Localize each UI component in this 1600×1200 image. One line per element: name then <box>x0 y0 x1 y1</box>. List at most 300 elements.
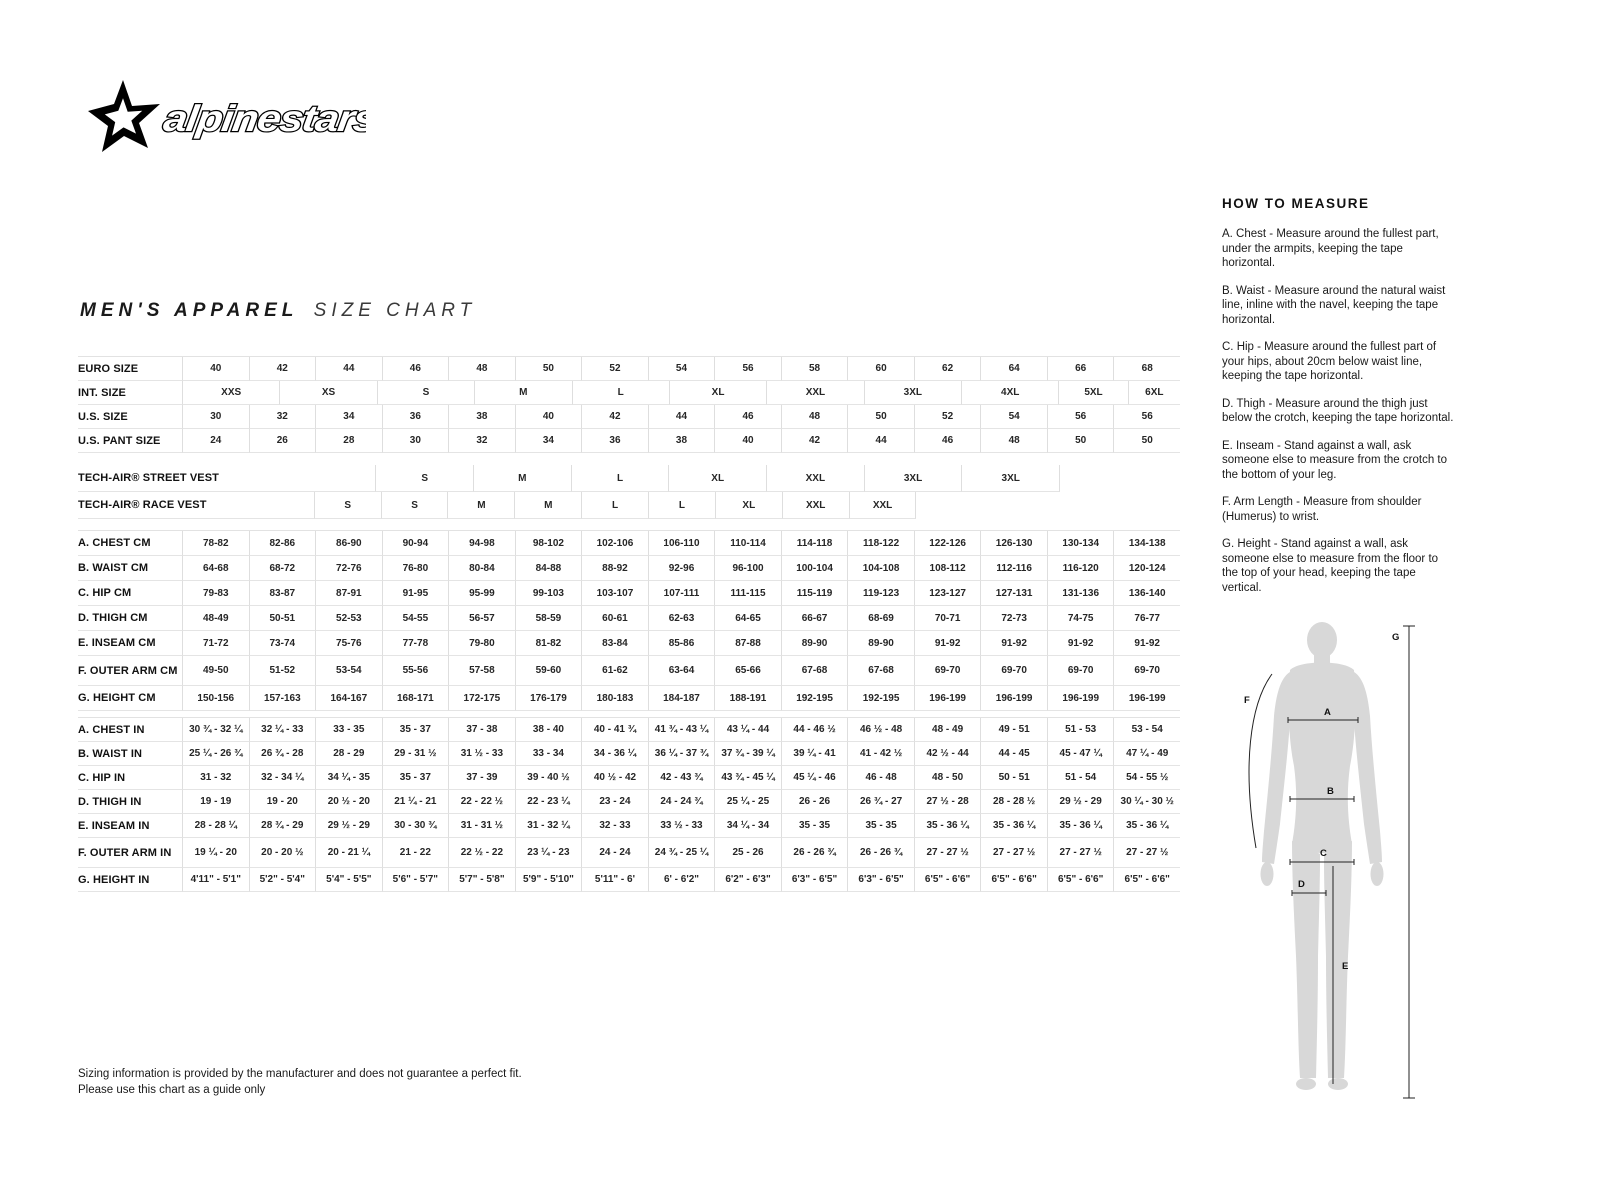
table-cell: 30 <box>182 405 249 429</box>
table-cell: XXS <box>182 381 279 405</box>
table-cell: 91-92 <box>1113 631 1180 656</box>
table-row <box>78 581 1180 606</box>
table-cell: 31 - 32 <box>182 766 249 790</box>
table-cell: 188-191 <box>714 686 781 711</box>
table-cell: 20 ½ - 20 <box>315 790 382 814</box>
table-cell: 104-108 <box>847 556 914 581</box>
alpinestars-logo <box>76 76 366 156</box>
row-label: U.S. PANT SIZE <box>78 429 182 453</box>
table-cell: 74-75 <box>1047 606 1114 631</box>
table-cell: 94-98 <box>448 531 515 556</box>
table-cell: 5'9" - 5'10" <box>515 868 582 892</box>
table-cell: 40 <box>515 405 582 429</box>
table-cell: 48-49 <box>182 606 249 631</box>
table-cell: 23 - 24 <box>581 790 648 814</box>
table-cell: 46 <box>382 357 449 381</box>
table-cell: 184-187 <box>648 686 715 711</box>
table-cell: 26 ¾ - 27 <box>847 790 914 814</box>
table-cell: 92-96 <box>648 556 715 581</box>
table-cell: 53 - 54 <box>1113 718 1180 742</box>
table-cell: 27 ½ - 28 <box>914 790 981 814</box>
page-title <box>80 300 476 322</box>
table-cell: 103-107 <box>581 581 648 606</box>
body-diagram <box>1232 616 1432 1108</box>
table-cell: 111-115 <box>714 581 781 606</box>
row-label: C. HIP IN <box>78 766 182 790</box>
table-cell: 40 <box>182 357 249 381</box>
table-row <box>78 686 1180 711</box>
table-cell: 28 <box>315 429 382 453</box>
table-cell: 107-111 <box>648 581 715 606</box>
table-cell: 79-80 <box>448 631 515 656</box>
table-cell: 32 - 34 ¼ <box>249 766 316 790</box>
measure-item-chest: A. Chest - Measure around the fullest part, under the armpits, keeping the tape horizontal. <box>1222 228 1439 269</box>
table-cell: 35 - 36 ¼ <box>980 814 1047 838</box>
table-cell: 56 <box>1113 405 1180 429</box>
table-cell: 32 <box>448 429 515 453</box>
table-cell: 47 ¼ - 49 <box>1113 742 1180 766</box>
table-cell: 76-80 <box>382 556 449 581</box>
row-values <box>182 606 1180 631</box>
table-cell: 30 ¼ - 30 ½ <box>1113 790 1180 814</box>
table-cell: 39 ¼ - 41 <box>781 742 848 766</box>
table-cell: 119-123 <box>847 581 914 606</box>
table-cell: 67-68 <box>781 656 848 686</box>
table-cell: M <box>514 492 581 519</box>
table-cell: XS <box>279 381 376 405</box>
table-cell: 180-183 <box>581 686 648 711</box>
table-cell: 5'11" - 6' <box>581 868 648 892</box>
table-cell: 32 <box>249 405 316 429</box>
row-label: E. INSEAM IN <box>78 814 182 838</box>
table-cell: 50 - 51 <box>980 766 1047 790</box>
table-row <box>78 381 1180 405</box>
table-cell: 73-74 <box>249 631 316 656</box>
table-cell: 64-68 <box>182 556 249 581</box>
table-cell: 5XL <box>1058 381 1127 405</box>
table-cell: M <box>447 492 514 519</box>
table-cell: 57-58 <box>448 656 515 686</box>
table-cell: 31 ½ - 33 <box>448 742 515 766</box>
table-cell: 30 ¾ - 32 ¼ <box>182 718 249 742</box>
table-cell: 3XL <box>961 465 1060 492</box>
table-cell: 62-63 <box>648 606 715 631</box>
letter-f: F <box>1244 695 1250 706</box>
table-cell: 196-199 <box>1047 686 1114 711</box>
table-cell: 91-92 <box>914 631 981 656</box>
table-cell: 36 <box>581 429 648 453</box>
table-cell: 6'3" - 6'5" <box>847 868 914 892</box>
row-label: B. WAIST CM <box>78 556 182 581</box>
table-cell: 19 - 20 <box>249 790 316 814</box>
table-cell: 6XL <box>1128 381 1180 405</box>
table-cell: 89-90 <box>847 631 914 656</box>
table-cell: 41 - 42 ½ <box>847 742 914 766</box>
table-cell: 35 - 37 <box>382 766 449 790</box>
table-cell: 69-70 <box>980 656 1047 686</box>
table-cell-blank <box>916 492 1179 519</box>
row-label: U.S. SIZE <box>78 405 182 429</box>
table-cell: 82-86 <box>249 531 316 556</box>
table-cell: 35 - 35 <box>847 814 914 838</box>
table-cell: 42 - 43 ¾ <box>648 766 715 790</box>
table-cell-blank <box>1060 465 1180 492</box>
table-cell: 68-72 <box>249 556 316 581</box>
table-cell: S <box>377 381 474 405</box>
table-cell: 81-82 <box>515 631 582 656</box>
table-cell: 32 - 33 <box>581 814 648 838</box>
table-cell: 63-64 <box>648 656 715 686</box>
table-cell: 50 <box>1047 429 1114 453</box>
table-cell: 45 - 47 ¼ <box>1047 742 1114 766</box>
table-cell: 61-62 <box>581 656 648 686</box>
table-cell: 46 <box>914 429 981 453</box>
table-cell: 79-83 <box>182 581 249 606</box>
height-line <box>1403 626 1415 1098</box>
table-cell: 26 - 26 <box>781 790 848 814</box>
measure-item-arm: F. Arm Length - Measure from shoulder (Humerus) to wrist. <box>1222 496 1422 523</box>
table-cell: 22 - 22 ½ <box>448 790 515 814</box>
table-cell: 35 - 36 ¼ <box>1047 814 1114 838</box>
row-values <box>182 581 1180 606</box>
table-cell: 134-138 <box>1113 531 1180 556</box>
table-cell: 106-110 <box>648 531 715 556</box>
alpinestars-star-icon <box>88 80 160 152</box>
row-label: INT. SIZE <box>78 381 182 405</box>
table-cell: 116-120 <box>1047 556 1114 581</box>
table-cell: 6'5" - 6'6" <box>980 868 1047 892</box>
table-cell: 66-67 <box>781 606 848 631</box>
table-cell: 37 ¾ - 39 ¼ <box>714 742 781 766</box>
table-cell: 56 <box>1047 405 1114 429</box>
table-cell: 42 ½ - 44 <box>914 742 981 766</box>
table-cell: 6'5" - 6'6" <box>1113 868 1180 892</box>
table-cell: L <box>572 381 669 405</box>
row-label: G. HEIGHT IN <box>78 868 182 892</box>
table-cell: 69-70 <box>1047 656 1114 686</box>
size-table <box>78 356 1180 892</box>
letter-b: B <box>1327 786 1334 797</box>
table-cell: 196-199 <box>980 686 1047 711</box>
table-cell: 43 ¼ - 44 <box>714 718 781 742</box>
table-cell: 36 ¼ - 37 ¾ <box>648 742 715 766</box>
table-cell: 67-68 <box>847 656 914 686</box>
table-cell: 52-53 <box>315 606 382 631</box>
table-cell: 44 - 45 <box>980 742 1047 766</box>
table-cell: 44 <box>847 429 914 453</box>
table-cell: 34 - 36 ¼ <box>581 742 648 766</box>
row-values <box>182 357 1180 381</box>
table-cell: 23 ¼ - 23 <box>515 838 582 868</box>
table-cell: 3XL <box>864 381 961 405</box>
table-cell: XXL <box>782 492 849 519</box>
table-row <box>78 606 1180 631</box>
table-row <box>78 790 1180 814</box>
disclaimer-line-2: Please use this chart as a guide only <box>78 1084 266 1096</box>
table-cell: 58-59 <box>515 606 582 631</box>
table-cell: 51 - 53 <box>1047 718 1114 742</box>
table-cell: 27 - 27 ½ <box>1047 838 1114 868</box>
how-to-measure-title: HOW TO MEASURE <box>1222 196 1370 211</box>
table-cell: 31 - 31 ½ <box>448 814 515 838</box>
row-values <box>182 868 1180 892</box>
table-cell: S <box>314 492 381 519</box>
table-row <box>78 766 1180 790</box>
table-cell: 6'5" - 6'6" <box>914 868 981 892</box>
row-values <box>182 631 1180 656</box>
table-cell: 88-92 <box>581 556 648 581</box>
table-cell: 36 <box>382 405 449 429</box>
table-cell: 28 - 29 <box>315 742 382 766</box>
table-cell: 32 ¼ - 33 <box>249 718 316 742</box>
table-cell: 176-179 <box>515 686 582 711</box>
table-cell: S <box>381 492 448 519</box>
table-cell: 60 <box>847 357 914 381</box>
table-cell: 50 <box>1113 429 1180 453</box>
table-cell: 6'3" - 6'5" <box>781 868 848 892</box>
table-cell: 56 <box>714 357 781 381</box>
table-cell: 30 <box>382 429 449 453</box>
table-cell: 59-60 <box>515 656 582 686</box>
table-cell: 39 - 40 ½ <box>515 766 582 790</box>
table-cell: XL <box>669 381 766 405</box>
table-cell: 91-92 <box>1047 631 1114 656</box>
table-cell: 68 <box>1113 357 1180 381</box>
table-cell: L <box>581 492 648 519</box>
table-cell: 34 ¼ - 35 <box>315 766 382 790</box>
table-cell: 78-82 <box>182 531 249 556</box>
table-cell: 64 <box>980 357 1047 381</box>
table-cell: 46 - 48 <box>847 766 914 790</box>
table-cell: 24 <box>182 429 249 453</box>
table-cell: 24 - 24 ¾ <box>648 790 715 814</box>
row-label: D. THIGH CM <box>78 606 182 631</box>
table-cell: 40 <box>714 429 781 453</box>
table-cell: 29 ½ - 29 <box>1047 790 1114 814</box>
table-cell: 115-119 <box>781 581 848 606</box>
table-cell: 54 <box>648 357 715 381</box>
row-label: G. HEIGHT CM <box>78 686 182 711</box>
table-cell: 24 - 24 <box>581 838 648 868</box>
letter-c: C <box>1320 848 1327 859</box>
table-cell: 20 - 20 ½ <box>249 838 316 868</box>
table-cell: 27 - 27 ½ <box>1113 838 1180 868</box>
row-values <box>182 405 1180 429</box>
table-cell: 38 <box>448 405 515 429</box>
table-cell: 33 - 35 <box>315 718 382 742</box>
table-cell: 91-92 <box>980 631 1047 656</box>
table-cell: 110-114 <box>714 531 781 556</box>
table-cell: 42 <box>581 405 648 429</box>
table-row <box>78 631 1180 656</box>
table-cell: 21 ¼ - 21 <box>382 790 449 814</box>
table-cell: 25 - 26 <box>714 838 781 868</box>
table-cell: 48 - 50 <box>914 766 981 790</box>
table-cell: 172-175 <box>448 686 515 711</box>
table-cell: 64-65 <box>714 606 781 631</box>
table-cell: 77-78 <box>382 631 449 656</box>
table-cell: 31 - 32 ¼ <box>515 814 582 838</box>
row-label: TECH-AIR® STREET VEST <box>78 465 182 492</box>
row-label: F. OUTER ARM IN <box>78 838 182 868</box>
table-cell: 86-90 <box>315 531 382 556</box>
table-cell: 5'4" - 5'5" <box>315 868 382 892</box>
table-cell: 37 - 38 <box>448 718 515 742</box>
table-cell: 58 <box>781 357 848 381</box>
table-cell: 52 <box>581 357 648 381</box>
table-row <box>78 814 1180 838</box>
table-cell: 126-130 <box>980 531 1047 556</box>
table-cell: 196-199 <box>1113 686 1180 711</box>
table-cell-blank <box>182 492 314 519</box>
table-row <box>78 656 1180 686</box>
table-cell: 131-136 <box>1047 581 1114 606</box>
table-cell: 76-77 <box>1113 606 1180 631</box>
table-cell: 164-167 <box>315 686 382 711</box>
table-row <box>78 742 1180 766</box>
table-cell: 150-156 <box>182 686 249 711</box>
table-cell: 87-88 <box>714 631 781 656</box>
table-cell: 85-86 <box>648 631 715 656</box>
row-values <box>182 656 1180 686</box>
measure-item-waist: B. Waist - Measure around the natural waist line, inline with the navel, keeping the tape horizontal. <box>1222 284 1446 326</box>
table-cell: XXL <box>766 465 864 492</box>
measure-item-thigh: D. Thigh - Measure around the thigh just below the crotch, keeping the tape horizontal. <box>1222 397 1454 424</box>
table-cell: 69-70 <box>914 656 981 686</box>
table-cell: 48 <box>448 357 515 381</box>
row-label: B. WAIST IN <box>78 742 182 766</box>
table-cell: 34 <box>515 429 582 453</box>
measure-item-inseam: E. Inseam - Stand against a wall, ask someone else to measure from the crotch to the bottom of your leg. <box>1222 439 1447 481</box>
table-cell: 114-118 <box>781 531 848 556</box>
table-cell: 34 ¼ - 34 <box>714 814 781 838</box>
table-cell: 22 ½ - 22 <box>448 838 515 868</box>
row-label: D. THIGH IN <box>78 790 182 814</box>
table-cell: 68-69 <box>847 606 914 631</box>
table-cell: 35 - 36 ¼ <box>1113 814 1180 838</box>
table-cell: 118-122 <box>847 531 914 556</box>
disclaimer-line-1: Sizing information is provided by the manufacturer and does not guarantee a perfect fit. <box>78 1068 522 1080</box>
table-cell: 6'5" - 6'6" <box>1047 868 1114 892</box>
table-cell: 40 ½ - 42 <box>581 766 648 790</box>
table-cell: 51 - 54 <box>1047 766 1114 790</box>
table-cell: 83-84 <box>581 631 648 656</box>
table-row <box>78 531 1180 556</box>
table-cell: 60-61 <box>581 606 648 631</box>
table-cell: 48 - 49 <box>914 718 981 742</box>
letter-a: A <box>1324 707 1331 718</box>
table-cell: 90-94 <box>382 531 449 556</box>
table-cell: 5'7" - 5'8" <box>448 868 515 892</box>
table-cell: M <box>474 381 571 405</box>
table-cell: 54-55 <box>382 606 449 631</box>
table-cell: 87-91 <box>315 581 382 606</box>
table-cell: 5'2" - 5'4" <box>249 868 316 892</box>
logo-wordmark: alpinestars <box>161 97 352 139</box>
table-cell: 75-76 <box>315 631 382 656</box>
table-cell: M <box>473 465 571 492</box>
row-label: TECH-AIR® RACE VEST <box>78 492 182 519</box>
row-label: C. HIP CM <box>78 581 182 606</box>
table-cell: 70-71 <box>914 606 981 631</box>
table-cell: 192-195 <box>781 686 848 711</box>
table-cell: 48 <box>980 429 1047 453</box>
table-cell: 65-66 <box>714 656 781 686</box>
table-cell: 26 ¾ - 28 <box>249 742 316 766</box>
table-cell: 19 ¼ - 20 <box>182 838 249 868</box>
table-cell: 26 - 26 ¾ <box>781 838 848 868</box>
row-values <box>182 492 1180 519</box>
table-cell: 69-70 <box>1113 656 1180 686</box>
table-cell: 33 ½ - 33 <box>648 814 715 838</box>
table-cell-blank <box>182 465 375 492</box>
row-values <box>182 381 1180 405</box>
row-values <box>182 814 1180 838</box>
row-values <box>182 766 1180 790</box>
table-cell: 84-88 <box>515 556 582 581</box>
table-cell: 25 ¼ - 26 ¾ <box>182 742 249 766</box>
table-cell: 28 ¾ - 29 <box>249 814 316 838</box>
table-row <box>78 868 1180 892</box>
table-cell: 168-171 <box>382 686 449 711</box>
table-cell: 29 - 31 ½ <box>382 742 449 766</box>
table-cell: 54 <box>980 405 1047 429</box>
table-cell: 51-52 <box>249 656 316 686</box>
table-cell: 72-73 <box>980 606 1047 631</box>
row-values <box>182 686 1180 711</box>
table-cell: 19 - 19 <box>182 790 249 814</box>
table-cell: 89-90 <box>781 631 848 656</box>
table-cell: 72-76 <box>315 556 382 581</box>
table-cell: 99-103 <box>515 581 582 606</box>
row-values <box>182 718 1180 742</box>
table-cell: 35 - 37 <box>382 718 449 742</box>
row-values <box>182 429 1180 453</box>
table-cell: 25 ¼ - 25 <box>714 790 781 814</box>
footer-disclaimer <box>78 1066 522 1098</box>
table-cell: 35 - 36 ¼ <box>914 814 981 838</box>
table-cell: 24 ¾ - 25 ¼ <box>648 838 715 868</box>
table-cell: 44 - 46 ½ <box>781 718 848 742</box>
table-row <box>78 357 1180 381</box>
row-label: A. CHEST IN <box>78 718 182 742</box>
table-cell: 38 - 40 <box>515 718 582 742</box>
table-cell: XL <box>668 465 766 492</box>
table-cell: 27 - 27 ½ <box>980 838 1047 868</box>
table-cell: 22 - 23 ¼ <box>515 790 582 814</box>
table-cell: 123-127 <box>914 581 981 606</box>
table-row <box>78 465 1180 492</box>
table-cell: 102-106 <box>581 531 648 556</box>
table-cell: 95-99 <box>448 581 515 606</box>
row-values <box>182 742 1180 766</box>
table-cell: 55-56 <box>382 656 449 686</box>
row-values <box>182 790 1180 814</box>
table-cell: 108-112 <box>914 556 981 581</box>
table-row <box>78 429 1180 453</box>
table-cell: 3XL <box>864 465 962 492</box>
table-cell: 4'11" - 5'1" <box>182 868 249 892</box>
table-cell: 91-95 <box>382 581 449 606</box>
table-cell: 26 - 26 ¾ <box>847 838 914 868</box>
measure-item-height: G. Height - Stand against a wall, ask someone else to measure from the floor to the top of your head, keeping the tape vertical. <box>1222 538 1439 594</box>
table-cell: 136-140 <box>1113 581 1180 606</box>
table-cell: 71-72 <box>182 631 249 656</box>
table-cell: 20 - 21 ¼ <box>315 838 382 868</box>
table-cell: 4XL <box>961 381 1058 405</box>
table-cell: XXL <box>849 492 917 519</box>
row-values <box>182 838 1180 868</box>
